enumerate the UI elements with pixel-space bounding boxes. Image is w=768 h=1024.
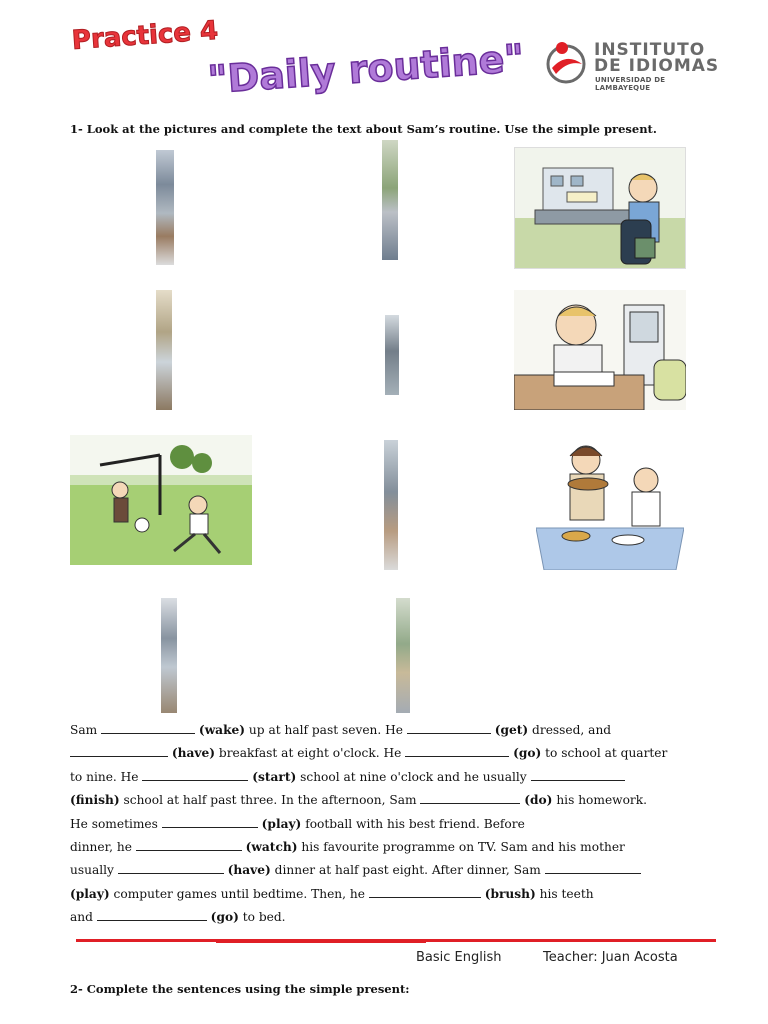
answer-blank[interactable] [136, 838, 242, 851]
footer-divider-thin [216, 942, 426, 943]
sam-homework-image [514, 290, 686, 410]
sam-at-school-image [515, 148, 685, 268]
picture-teeth [392, 598, 416, 713]
sam-getting-dressed-image [382, 140, 398, 260]
sam-breakfast-image [156, 290, 172, 410]
institute-logo-icon [542, 38, 590, 86]
paragraph-line: (finish) school at half past three. In the afternoon, Sam (do) his homework. [70, 793, 648, 808]
paragraph-line: Sam (wake) up at half past seven. He (get) dressed, and [70, 723, 612, 737]
picture-dinner [536, 440, 684, 570]
picture-tv [380, 440, 404, 570]
picture-wake [150, 150, 180, 265]
exercise1-instruction: 1- Look at the pictures and complete the text about Sam’s routine. Use the simple present. [70, 122, 657, 136]
answer-blank[interactable] [70, 744, 168, 757]
logo-line-idiomas: DE IDIOMAS [594, 56, 720, 76]
picture-homework [514, 290, 686, 410]
institute-logo [542, 38, 722, 90]
answer-blank[interactable] [101, 721, 195, 734]
answer-blank[interactable] [369, 885, 481, 898]
sam-brushing-teeth-image [396, 598, 410, 713]
boys-playing-football-image [70, 435, 252, 565]
picture-games [156, 598, 184, 713]
answer-blank[interactable] [97, 908, 207, 921]
exercise2-instruction: 2- Complete the sentences using the simple present: [70, 982, 410, 996]
routine-paragraph [70, 719, 706, 930]
answer-blank[interactable] [162, 815, 258, 828]
answer-blank[interactable] [420, 791, 520, 804]
paragraph-line: to nine. He (start) school at nine o'clock and he usually [70, 766, 706, 789]
picture-school [514, 147, 686, 269]
picture-breakfast [150, 290, 180, 410]
logo-line-university: UNIVERSIDAD DE LAMBAYEQUE [595, 76, 666, 92]
paragraph-line: (play) computer games until bedtime. Then, he (brush) his teeth [70, 886, 594, 901]
answer-blank[interactable] [405, 744, 509, 757]
sam-watching-tv-image [384, 440, 398, 570]
answer-blank[interactable] [142, 768, 248, 781]
picture-football [70, 435, 252, 565]
footer-teacher: Teacher: Juan Acosta [543, 950, 678, 965]
paragraph-line: dinner, he (watch) his favourite programme on TV. Sam and his mother [70, 840, 625, 855]
answer-blank[interactable] [118, 861, 224, 874]
sam-computer-games-image [161, 598, 177, 713]
logo-line-instituto: INSTITUTO [594, 40, 706, 60]
sam-waking-up-image [156, 150, 174, 265]
paragraph-line: and (go) to bed. [70, 910, 286, 925]
sam-mother-dinner-image [536, 440, 684, 570]
picture-start [380, 315, 406, 395]
picture-dress [378, 140, 404, 260]
paragraph-line: (have) breakfast at eight o'clock. He (go) to school at quarter [70, 742, 706, 765]
school-start-image [385, 315, 399, 395]
answer-blank[interactable] [407, 721, 491, 734]
paragraph-line: He sometimes (play) football with his best friend. Before [70, 816, 525, 831]
answer-blank[interactable] [531, 768, 625, 781]
practice-label: Practice 4 [70, 15, 220, 56]
worksheet-title: "Daily routine" [206, 35, 526, 102]
answer-blank[interactable] [545, 861, 641, 874]
footer-course: Basic English [416, 950, 502, 965]
paragraph-line: usually (have) dinner at half past eight. After dinner, Sam [70, 859, 706, 882]
